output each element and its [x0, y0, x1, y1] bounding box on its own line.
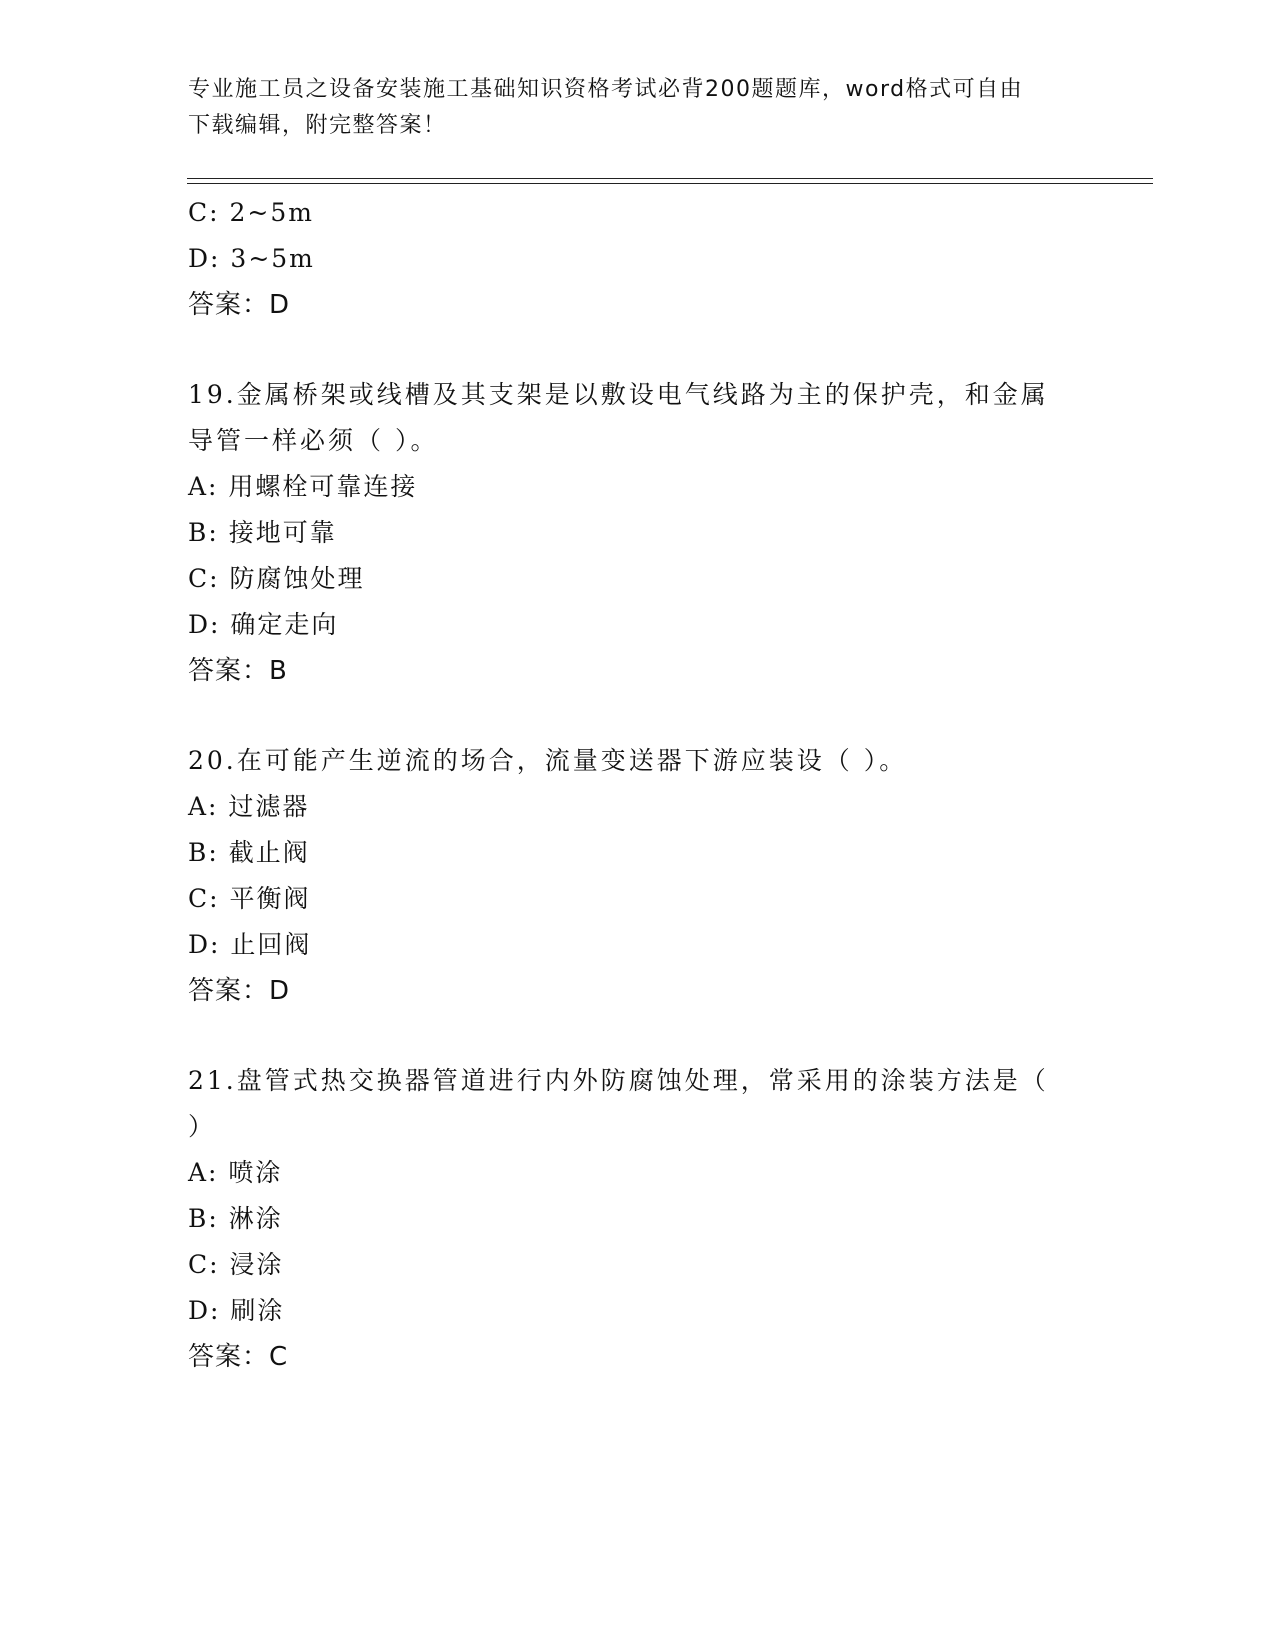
question-stem [188, 1058, 1088, 1150]
option-c: C: 平衡阀 [188, 884, 311, 913]
question-stem-line-1: 21.盘管式热交换器管道进行内外防腐蚀处理，常采用的涂装方法是（ [188, 1066, 1049, 1095]
answer-line: 答案：D [188, 976, 291, 1006]
question-stem-line-1: 20.在可能产生逆流的场合，流量变送器下游应装设（ ）。 [188, 746, 908, 775]
option-b: B: 接地可靠 [188, 518, 337, 547]
header-divider-top [187, 178, 1153, 179]
question-18-tail [188, 190, 1088, 328]
question-stem [188, 738, 1088, 784]
question-stem [188, 372, 1088, 464]
question-19 [188, 372, 1088, 694]
option-c: C: 防腐蚀处理 [188, 564, 365, 593]
question-stem-line-1: 19.金属桥架或线槽及其支架是以敷设电气线路为主的保护壳，和金属 [188, 380, 1049, 409]
option-c: C: 2~5m [188, 198, 314, 227]
header-line-1: 专业施工员之设备安装施工基础知识资格考试必背200题题库，word格式可自由 [188, 77, 1024, 102]
answer-line: 答案：C [188, 1342, 289, 1372]
option-d: D: 3~5m [188, 244, 315, 273]
option-d: D: 止回阀 [188, 930, 312, 959]
option-d: D: 刷涂 [188, 1296, 285, 1325]
option-b: B: 淋涂 [188, 1204, 283, 1233]
question-stem-line-2: 导管一样必须（ ）。 [188, 426, 439, 455]
answer-line: 答案：D [188, 290, 291, 320]
document-header [188, 72, 1088, 144]
question-stem-line-2: ） [188, 1112, 217, 1141]
header-divider-bottom [187, 183, 1153, 184]
option-a: A: 喷涂 [188, 1158, 283, 1187]
question-list [188, 190, 1088, 1380]
option-a: A: 过滤器 [188, 792, 310, 821]
option-b: B: 截止阀 [188, 838, 310, 867]
option-c: C: 浸涂 [188, 1250, 284, 1279]
answer-line: 答案：B [188, 656, 288, 686]
option-a: A: 用螺栓可靠连接 [188, 472, 418, 501]
header-line-2: 下载编辑，附完整答案！ [188, 113, 447, 138]
question-20 [188, 738, 1088, 1014]
option-d: D: 确定走向 [188, 610, 339, 639]
question-21 [188, 1058, 1088, 1380]
